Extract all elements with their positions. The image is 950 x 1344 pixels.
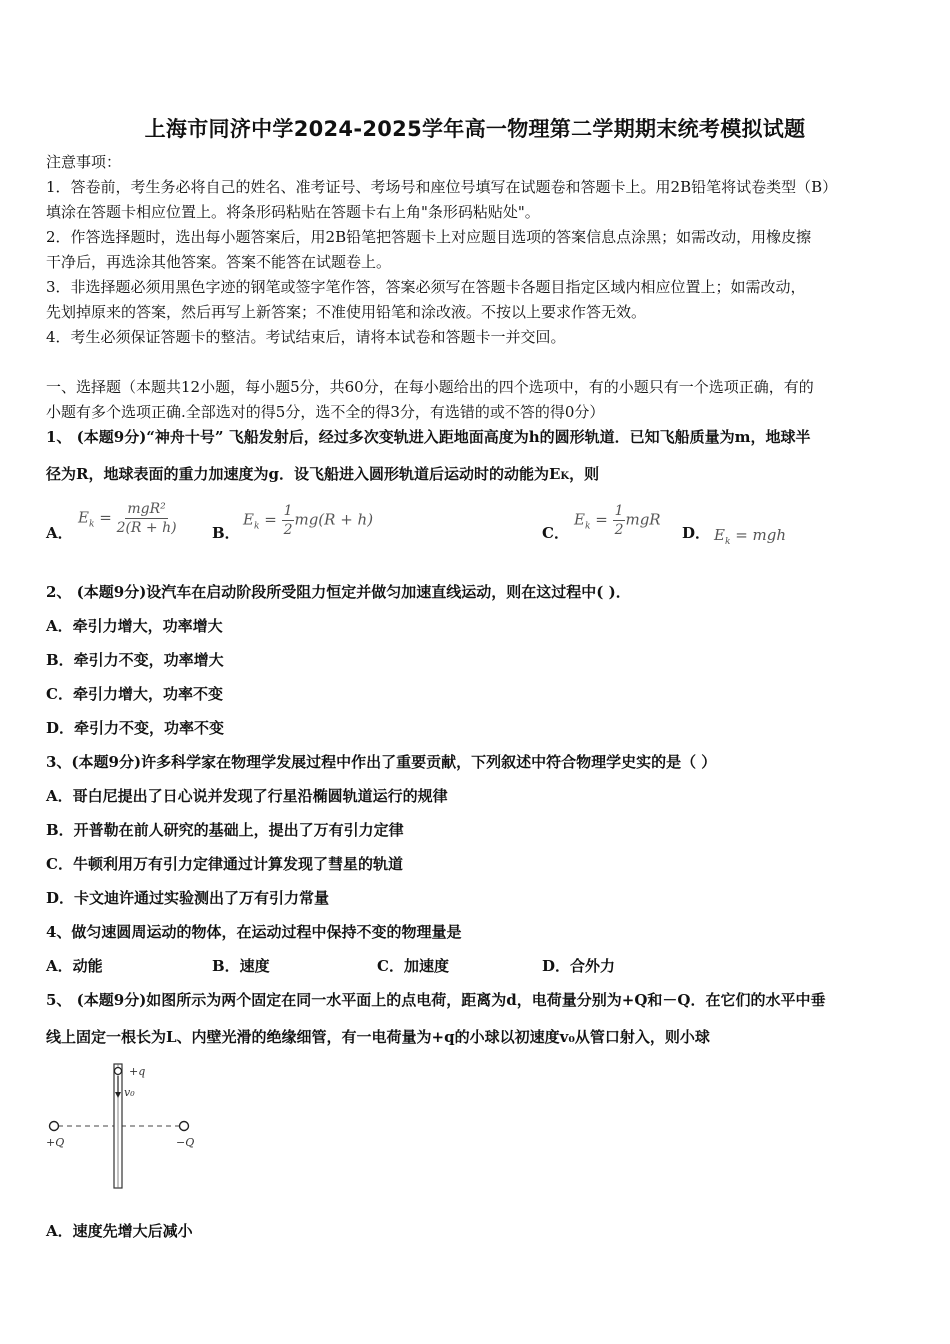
option-d-formula: $E_k$ = mgh [714, 526, 787, 547]
note-line: 4．考生必须保证答题卡的整洁。考试结束后，请将本试卷和答题卡一并交回。 [46, 328, 566, 346]
option-d-label: D． [682, 524, 711, 542]
label-plus-q: +q [129, 1065, 146, 1078]
question-1-stem: 1、 (本题9分)“神舟十号” 飞船发射后，经过多次变轨进入距地面高度为h的圆形轨道．已知飞船质量为m，地球半 [46, 428, 811, 446]
question-4-option-a: A．动能 [46, 957, 103, 975]
note-line: 3．非选择题必须用黑色字迹的钢笔或签字笔作答，答案必须写在答题卡各题目指定区域内相应位置上；如需改动， [46, 278, 806, 296]
question-4-option-b: B．速度 [212, 957, 270, 975]
question-3-option-c: C．牛顿利用万有引力定律通过计算发现了彗星的轨道 [46, 855, 403, 873]
note-line: 1．答卷前，考生务必将自己的姓名、准考证号、考场号和座位号填写在试题卷和答题卡上。用2B铅笔将试卷类型（B） [46, 178, 838, 196]
question-1-stem-cont: 径为R，地球表面的重力加速度为g．设飞船进入圆形轨道后运动时的动能为EK，则 [46, 465, 600, 483]
question-2-option-d: D．牵引力不变，功率不变 [46, 719, 225, 737]
note-line: 2．作答选择题时，选出每小题答案后，用2B铅笔把答题卡上对应题目选项的答案信息点涂黑；如需改动，用橡皮擦 [46, 228, 812, 246]
question-2-option-b: B．牵引力不变，功率增大 [46, 651, 224, 669]
label-minus-Q: −Q [176, 1136, 195, 1149]
plus-charge [50, 1122, 59, 1131]
label-v0: v₀ [124, 1086, 135, 1099]
question-3-option-d: D．卡文迪许通过实验测出了万有引力常量 [46, 889, 330, 907]
question-3-option-b: B．开普勒在前人研究的基础上，提出了万有引力定律 [46, 821, 404, 839]
minus-charge [180, 1122, 189, 1131]
question-2-option-a: A．牵引力增大，功率增大 [46, 617, 223, 635]
section-heading: 一、选择题（本题共12小题，每小题5分，共60分，在每小题给出的四个选项中，有的小题只有一个选项正确，有的 [46, 378, 814, 396]
note-line: 先划掉原来的答案，然后再写上新答案；不准使用铅笔和涂改液。不按以上要求作答无效。 [46, 303, 647, 321]
option-b-label: B． [212, 524, 240, 542]
section-heading-cont: 小题有多个选项正确.全部选对的得5分，选不全的得3分，有选错的或不答的得0分） [46, 403, 605, 421]
option-a-formula: $E_k$ = $\frac{\text{mgR²}}{2(R + h)}$ [78, 501, 177, 536]
question-4-stem: 4、做匀速圆周运动的物体，在运动过程中保持不变的物理量是 [46, 923, 462, 941]
question-5-option-a: A．速度先增大后减小 [46, 1222, 193, 1240]
option-c-formula: $E_k$ = $\frac{1}{2}$ mgR [574, 503, 661, 538]
note-line: 干净后，再选涂其他答案。答案不能答在试题卷上。 [46, 253, 392, 271]
question-4-option-c: C．加速度 [377, 957, 449, 975]
note-line: 填涂在答题卡相应位置上。将条形码粘贴在答题卡右上角"条形码粘贴处"。 [46, 203, 540, 221]
small-ball [115, 1068, 122, 1075]
question-5-stem: 5、 (本题9分)如图所示为两个固定在同一水平面上的点电荷，距离为d，电荷量分别为+Q和－Q．在它们的水平中垂 [46, 991, 826, 1009]
question-4-option-d: D．合外力 [542, 957, 616, 975]
question-3-option-a: A．哥白尼提出了日心说并发现了行星沿椭圆轨道运行的规律 [46, 787, 448, 805]
option-c-label: C． [542, 524, 569, 542]
notes-heading: 注意事项： [46, 153, 122, 171]
option-b-formula: $E_k$ = $\frac{1}{2}$ mg(R + h) [243, 503, 374, 538]
question-5-stem-cont: 线上固定一根长为L、内壁光滑的绝缘细管，有一电荷量为+q的小球以初速度v₀从管口射入，则小球 [46, 1028, 710, 1046]
question-2-option-c: C．牵引力增大，功率不变 [46, 685, 223, 703]
option-a-label: A． [46, 524, 73, 542]
charge-tube-diagram [44, 1060, 204, 1195]
label-plus-Q: +Q [46, 1136, 65, 1149]
question-2-stem: 2、 (本题9分)设汽车在启动阶段所受阻力恒定并做匀加速直线运动，则在这过程中( )． [46, 583, 631, 601]
page-title: 上海市同济中学2024-2025学年高一物理第二学期期末统考模拟试题 [144, 117, 806, 141]
question-3-stem: 3、(本题9分)许多科学家在物理学发展过程中作出了重要贡献，下列叙述中符合物理学史实的是（ ） [46, 753, 717, 771]
